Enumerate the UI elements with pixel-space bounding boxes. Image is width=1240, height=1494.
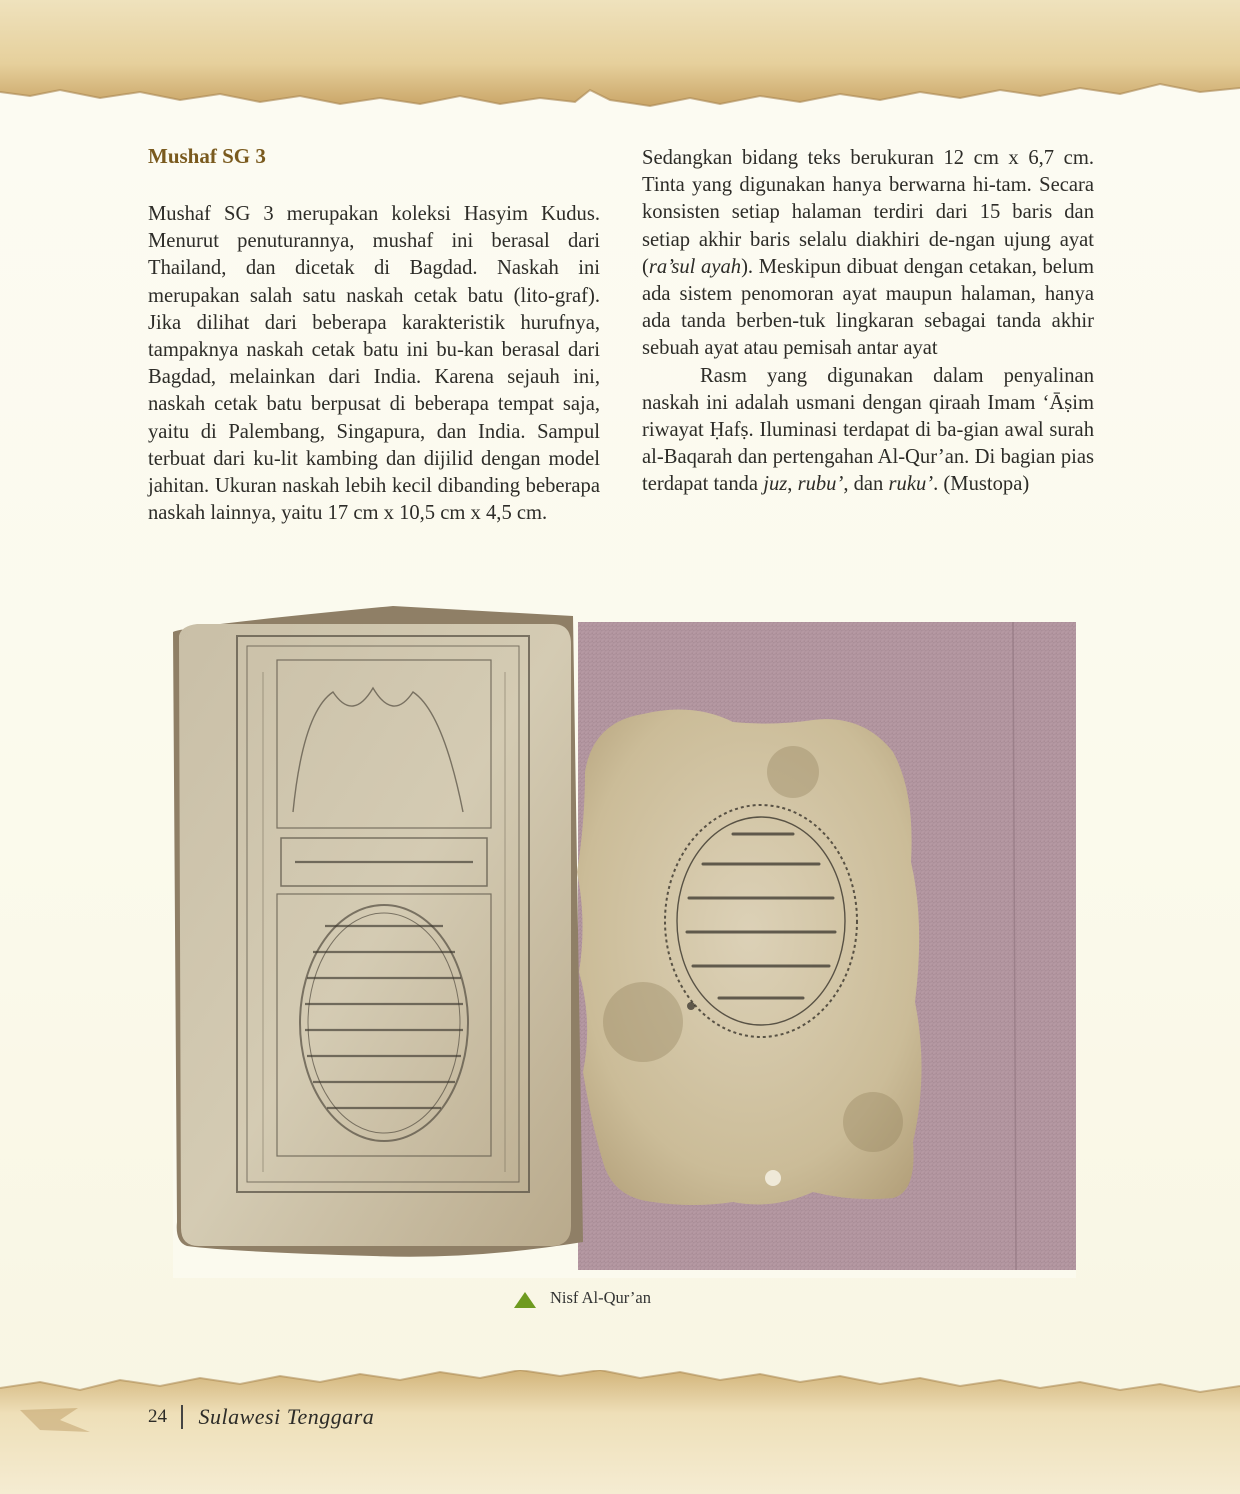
right-p1-text-a: Sedangkan bidang teks berukuran 12 cm x 6,7 cm. Tinta yang digunakan hanya berwarna hi-tam. Secara konsisten setiap halaman terdiri dari 15 baris dan setiap akhir baris selalu diakhiri de-ngan ujung ayat ( xyxy=(642,147,1094,278)
right-column xyxy=(642,145,1094,499)
torn-paper-bottom-edge xyxy=(0,1370,1240,1494)
region-title: Sulawesi Tenggara xyxy=(198,1404,375,1429)
right-paragraph-2 xyxy=(642,363,1094,499)
term-rasul-ayah: ra’sul ayah xyxy=(648,255,742,278)
page-footer xyxy=(148,1404,374,1430)
manuscript-photo xyxy=(173,602,1076,1278)
left-column xyxy=(148,201,600,527)
right-p2-comma: , xyxy=(787,473,798,496)
term-juz: juz xyxy=(763,473,788,496)
torn-paper-top-edge xyxy=(0,0,1240,110)
figure-caption xyxy=(514,1288,651,1308)
triangle-up-icon xyxy=(514,1292,536,1308)
article-heading: Mushaf SG 3 xyxy=(148,144,266,168)
right-p2-end: . (Mustopa) xyxy=(933,473,1030,496)
caption-text: Nisf Al-Qur’an xyxy=(550,1288,651,1307)
page-number: 24 xyxy=(148,1406,167,1427)
right-paragraph-1 xyxy=(642,145,1094,363)
right-p1-text-b: ). Meskipun dibuat dengan cetakan, belum ada sistem penomoran ayat maupun halaman, hanya ada tanda berben-tuk lingkaran sebagai tanda akhir sebuah ayat atau pemisah antar ayat xyxy=(642,255,1094,360)
right-p2-text-a: Rasm yang digunakan dalam penyalinan naskah ini adalah usmani dengan qiraah Imam ‘Āṣim riwayat Ḥafṣ. Iluminasi terdapat di ba-gian awal surah al-Baqarah dan pertengahan Al-Qur’an. Di bagian pias terdapat tanda xyxy=(642,364,1094,496)
term-rubu: rubu’ xyxy=(797,473,844,496)
left-paragraph: Mushaf SG 3 merupakan koleksi Hasyim Kudus. Menurut penuturannya, mushaf ini berasal dari Thailand, dan dicetak di Bagdad. Naskah ini merupakan salah satu naskah cetak batu (lito-graf). Jika dilihat dari beberapa karakteristik hurufnya, tampaknya naskah cetak batu ini bu-kan berasal dari Bagdad, melainkan dari India. Karena sejauh ini, naskah cetak batu berpusat di beberapa tempat saja, yaitu di Palembang, Singapura, dan India. Sampul terbuat dari ku-lit kambing dan dijilid dengan model jahitan. Ukuran naskah lebih kecil dibanding beberapa naskah lainnya, yaitu 17 cm x 10,5 cm x 4,5 cm. xyxy=(148,203,600,525)
term-ruku: ruku’ xyxy=(888,473,934,496)
footer-divider xyxy=(181,1405,183,1429)
right-p2-dan: , dan xyxy=(843,473,889,496)
